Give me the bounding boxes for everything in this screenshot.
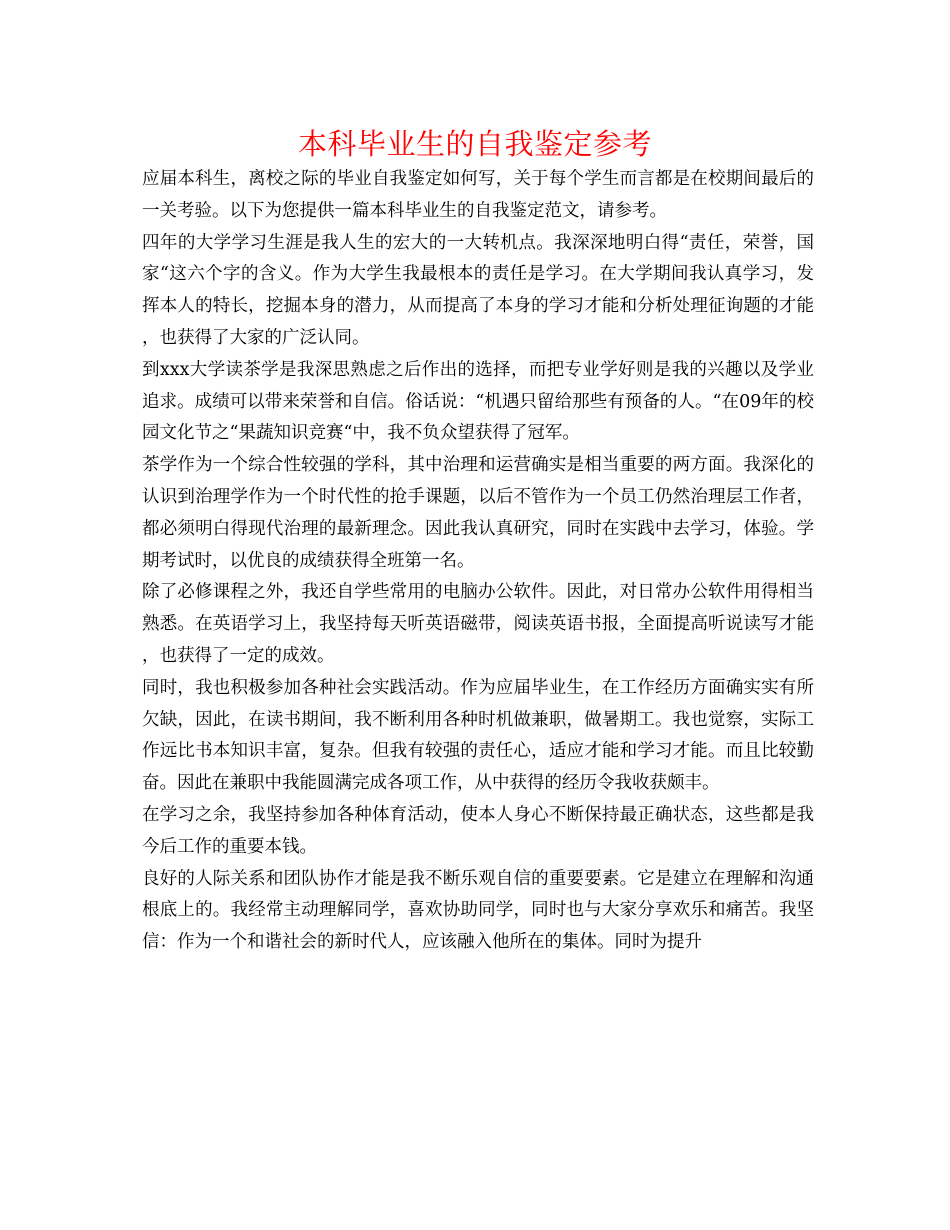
paragraph-university-life: 四年的大学学习生涯是我人生的宏大的一大转机点。我深深地明白得“责任，荣誉，国家“这六个字的含义。作为大学生我最根本的责任是学习。在大学期间我认真学习，发挥本人的特长，挖掘本身的潜力，从而提高了本身的学习才能和分析处理征询题的才能，也获得了大家的广泛认同。	[142, 232, 814, 348]
paragraph-sports: 在学习之余，我坚持参加各种体育活动，使本人身心不断保持最正确状态，这些都是我今后工作的重要本钱。	[142, 804, 814, 857]
paragraph-intro: 应届本科生，离校之际的毕业自我鉴定如何写，关于每个学生而言都是在校期间最后的一关考验。以下为您提供一篇本科毕业生的自我鉴定范文，请参考。	[142, 169, 814, 221]
document-title: 本科毕业生的自我鉴定参考	[297, 127, 652, 161]
paragraph-management-study: 茶学作为一个综合性较强的学科，其中治理和运营确实是相当重要的两方面。我深化的认识到治理学作为一个时代性的抢手课题，以后不管作为一个员工仍然治理层工作者，都必须明白得现代治理的最新理念。因此我认真研究，同时在实践中去学习，体验。学期考试时，以优良的成绩获得全班第一名。	[142, 455, 814, 571]
paragraph-social-practice: 同时，我也积极参加各种社会实践活动。作为应届毕业生，在工作经历方面确实实有所欠缺，因此，在读书期间，我不断利用各种时机做兼职，做暑期工。我也觉察，实际工作远比书本知识丰富，复杂。但我有较强的责任心，适应才能和学习才能。而且比较勤奋。因此在兼职中我能圆满完成各项工作，从中获得的经历令我收获颇丰。	[142, 677, 814, 794]
paragraph-teamwork: 良好的人际关系和团队协作才能是我不断乐观自信的重要要素。它是建立在理解和沟通根底上的。我经常主动理解同学，喜欢协助同学，同时也与大家分享欢乐和痛苦。我坚信：作为一个和谐社会的新时代人，应该融入他所在的集体。同时为提升	[142, 868, 814, 953]
paragraph-computer-english: 除了必修课程之外，我还自学些常用的电脑办公软件。因此，对日常办公软件用得相当熟悉。在英语学习上，我坚持每天听英语磁带，阅读英语书报，全面提高听说读写才能，也获得了一定的成效。	[142, 582, 814, 666]
document-body	[142, 164, 814, 959]
paragraph-tea-major: 到xxx大学读茶学是我深思熟虑之后作出的选择，而把专业学好则是我的兴趣以及学业追求。成绩可以带来荣誉和自信。俗话说：“机遇只留给那些有预备的人。“在09年的校园文化节之“果蔬知识竞赛“中，我不负众望获得了冠军。	[142, 359, 814, 444]
